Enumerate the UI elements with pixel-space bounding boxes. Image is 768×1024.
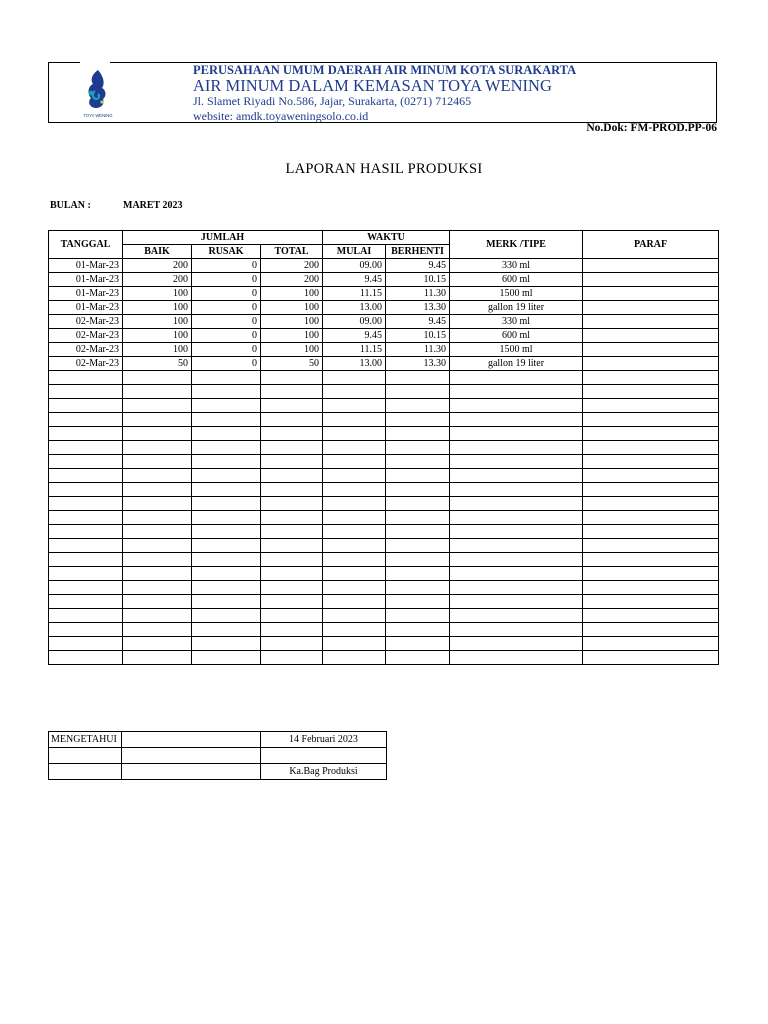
company-website: website: amdk.toyaweningsolo.co.id [193, 109, 369, 123]
cell-merk-tipe [450, 651, 583, 665]
cell-total: 100 [261, 329, 323, 343]
cell-merk-tipe [450, 469, 583, 483]
cell-mulai [323, 609, 386, 623]
cell-mulai [323, 553, 386, 567]
cell-paraf [583, 595, 719, 609]
toya-wening-logo [78, 66, 118, 120]
header-jumlah: JUMLAH [123, 231, 323, 245]
cell-mulai [323, 651, 386, 665]
cell-baik [123, 581, 192, 595]
cell-total [261, 637, 323, 651]
cell-berhenti [386, 623, 450, 637]
header-mulai: MULAI [323, 245, 386, 259]
cell-mulai [323, 399, 386, 413]
cell-rusak [192, 511, 261, 525]
cell-baik [123, 469, 192, 483]
cell-mulai [323, 595, 386, 609]
cell-berhenti [386, 455, 450, 469]
cell-paraf [583, 651, 719, 665]
cell-paraf [583, 609, 719, 623]
cell-total: 50 [261, 357, 323, 371]
cell-tanggal: 01-Mar-23 [49, 301, 123, 315]
header-waktu: WAKTU [323, 231, 450, 245]
letterhead-notch [80, 61, 110, 64]
cell-paraf [583, 637, 719, 651]
cell-merk-tipe: 330 ml [450, 259, 583, 273]
cell-merk-tipe [450, 413, 583, 427]
cell-mulai [323, 525, 386, 539]
cell-baik [123, 595, 192, 609]
cell-rusak [192, 483, 261, 497]
cell-rusak: 0 [192, 315, 261, 329]
cell-rusak [192, 609, 261, 623]
approval-empty-cell [122, 732, 261, 748]
cell-baik: 200 [123, 273, 192, 287]
cell-total [261, 469, 323, 483]
cell-merk-tipe [450, 623, 583, 637]
table-row [49, 399, 719, 413]
cell-rusak [192, 651, 261, 665]
header-total: TOTAL [261, 245, 323, 259]
cell-rusak: 0 [192, 273, 261, 287]
cell-tanggal: 01-Mar-23 [49, 273, 123, 287]
cell-mulai [323, 413, 386, 427]
cell-paraf [583, 385, 719, 399]
cell-total [261, 581, 323, 595]
cell-baik: 200 [123, 259, 192, 273]
cell-total [261, 567, 323, 581]
table-row [49, 595, 719, 609]
cell-mulai [323, 623, 386, 637]
table-row [49, 301, 719, 315]
cell-baik [123, 413, 192, 427]
cell-merk-tipe [450, 567, 583, 581]
approval-footer-left [49, 764, 122, 780]
cell-merk-tipe [450, 525, 583, 539]
cell-tanggal [49, 483, 123, 497]
company-address: Jl. Slamet Riyadi No.586, Jajar, Surakarta, (0271) 712465 [193, 94, 472, 108]
cell-rusak [192, 455, 261, 469]
cell-total [261, 427, 323, 441]
cell-berhenti: 13.30 [386, 357, 450, 371]
cell-rusak: 0 [192, 357, 261, 371]
cell-mulai [323, 441, 386, 455]
cell-total [261, 623, 323, 637]
cell-mulai: 11.15 [323, 287, 386, 301]
cell-total: 200 [261, 273, 323, 287]
cell-tanggal: 02-Mar-23 [49, 329, 123, 343]
cell-paraf [583, 567, 719, 581]
table-row [49, 287, 719, 301]
cell-tanggal [49, 567, 123, 581]
cell-tanggal: 02-Mar-23 [49, 357, 123, 371]
cell-rusak [192, 385, 261, 399]
header-merk-tipe: MERK /TIPE [450, 231, 583, 259]
cell-merk-tipe: 1500 ml [450, 287, 583, 301]
cell-berhenti [386, 371, 450, 385]
approval-role: Ka.Bag Produksi [261, 764, 387, 780]
cell-berhenti [386, 637, 450, 651]
cell-berhenti [386, 441, 450, 455]
handwritten-signature [261, 748, 387, 764]
header-paraf: PARAF [583, 231, 719, 259]
cell-rusak [192, 623, 261, 637]
cell-berhenti [386, 609, 450, 623]
cell-paraf [583, 329, 719, 343]
cell-merk-tipe [450, 371, 583, 385]
cell-total [261, 413, 323, 427]
cell-berhenti [386, 581, 450, 595]
cell-total [261, 553, 323, 567]
table-row [49, 455, 719, 469]
cell-tanggal [49, 651, 123, 665]
cell-paraf [583, 469, 719, 483]
cell-berhenti [386, 651, 450, 665]
cell-total [261, 371, 323, 385]
cell-baik: 100 [123, 343, 192, 357]
cell-paraf [583, 273, 719, 287]
cell-tanggal [49, 399, 123, 413]
cell-rusak [192, 441, 261, 455]
cell-rusak [192, 595, 261, 609]
cell-paraf [583, 413, 719, 427]
cell-rusak [192, 553, 261, 567]
table-row [49, 385, 719, 399]
table-row [49, 273, 719, 287]
cell-total [261, 399, 323, 413]
cell-mulai: 13.00 [323, 301, 386, 315]
table-row [49, 539, 719, 553]
cell-berhenti [386, 427, 450, 441]
cell-rusak [192, 371, 261, 385]
table-row [49, 581, 719, 595]
cell-tanggal [49, 413, 123, 427]
cell-rusak: 0 [192, 301, 261, 315]
cell-tanggal [49, 441, 123, 455]
cell-paraf [583, 301, 719, 315]
cell-tanggal [49, 385, 123, 399]
cell-merk-tipe [450, 441, 583, 455]
table-row [49, 651, 719, 665]
cell-mulai [323, 511, 386, 525]
cell-rusak [192, 581, 261, 595]
table-row [49, 623, 719, 637]
cell-total [261, 455, 323, 469]
cell-rusak [192, 539, 261, 553]
cell-merk-tipe [450, 511, 583, 525]
cell-merk-tipe: 330 ml [450, 315, 583, 329]
cell-paraf [583, 525, 719, 539]
cell-paraf [583, 483, 719, 497]
cell-berhenti [386, 399, 450, 413]
cell-mulai: 11.15 [323, 343, 386, 357]
cell-rusak: 0 [192, 259, 261, 273]
cell-merk-tipe [450, 497, 583, 511]
cell-baik: 100 [123, 315, 192, 329]
logo-caption: TOYA WENING [83, 113, 113, 118]
cell-total [261, 483, 323, 497]
cell-total: 100 [261, 315, 323, 329]
header-tanggal: TANGGAL [49, 231, 123, 259]
cell-berhenti [386, 511, 450, 525]
cell-merk-tipe: 1500 ml [450, 343, 583, 357]
table-row [49, 329, 719, 343]
cell-baik: 100 [123, 329, 192, 343]
document-number: No.Dok: FM-PROD.PP-06 [586, 122, 717, 134]
month-label: BULAN : [50, 200, 91, 211]
header-rusak: RUSAK [192, 245, 261, 259]
cell-berhenti: 13.30 [386, 301, 450, 315]
cell-baik [123, 371, 192, 385]
cell-baik [123, 609, 192, 623]
cell-berhenti: 10.15 [386, 329, 450, 343]
cell-baik [123, 455, 192, 469]
cell-tanggal [49, 427, 123, 441]
cell-tanggal [49, 371, 123, 385]
cell-berhenti [386, 595, 450, 609]
cell-merk-tipe [450, 553, 583, 567]
cell-tanggal [49, 623, 123, 637]
cell-baik: 100 [123, 287, 192, 301]
cell-berhenti: 9.45 [386, 315, 450, 329]
table-row [49, 525, 719, 539]
cell-paraf [583, 455, 719, 469]
cell-mulai: 13.00 [323, 357, 386, 371]
cell-baik [123, 623, 192, 637]
table-row [49, 637, 719, 651]
production-table-body [49, 259, 719, 665]
cell-baik: 50 [123, 357, 192, 371]
cell-merk-tipe [450, 539, 583, 553]
report-title: LAPORAN HASIL PRODUKSI [285, 161, 483, 177]
approval-blank-left [49, 748, 122, 764]
cell-berhenti: 9.45 [386, 259, 450, 273]
cell-berhenti [386, 525, 450, 539]
cell-tanggal: 02-Mar-23 [49, 343, 123, 357]
cell-mulai [323, 385, 386, 399]
cell-merk-tipe [450, 609, 583, 623]
cell-rusak: 0 [192, 343, 261, 357]
cell-mulai [323, 497, 386, 511]
cell-mulai [323, 567, 386, 581]
cell-tanggal: 01-Mar-23 [49, 287, 123, 301]
cell-mulai: 09.00 [323, 259, 386, 273]
table-row [49, 441, 719, 455]
company-name: AIR MINUM DALAM KEMASAN TOYA WENING [193, 76, 552, 95]
cell-total [261, 511, 323, 525]
cell-berhenti [386, 553, 450, 567]
approval-blank-middle [122, 748, 261, 764]
table-row [49, 357, 719, 371]
cell-rusak: 0 [192, 287, 261, 301]
cell-baik [123, 511, 192, 525]
cell-tanggal [49, 497, 123, 511]
cell-mulai [323, 427, 386, 441]
cell-paraf [583, 553, 719, 567]
cell-tanggal [49, 511, 123, 525]
cell-paraf [583, 511, 719, 525]
cell-merk-tipe [450, 595, 583, 609]
cell-total [261, 525, 323, 539]
cell-total: 100 [261, 287, 323, 301]
cell-rusak [192, 525, 261, 539]
cell-baik [123, 483, 192, 497]
table-row [49, 483, 719, 497]
cell-paraf [583, 287, 719, 301]
cell-tanggal [49, 553, 123, 567]
cell-mulai [323, 581, 386, 595]
cell-baik [123, 651, 192, 665]
cell-tanggal [49, 595, 123, 609]
cell-tanggal [49, 455, 123, 469]
cell-merk-tipe [450, 483, 583, 497]
cell-total: 200 [261, 259, 323, 273]
table-row [49, 567, 719, 581]
cell-berhenti: 11.30 [386, 343, 450, 357]
table-row [49, 469, 719, 483]
table-row [49, 371, 719, 385]
cell-paraf [583, 539, 719, 553]
cell-baik [123, 399, 192, 413]
cell-baik [123, 637, 192, 651]
cell-paraf [583, 623, 719, 637]
cell-berhenti [386, 567, 450, 581]
cell-tanggal [49, 581, 123, 595]
cell-merk-tipe: 600 ml [450, 273, 583, 287]
cell-total [261, 595, 323, 609]
cell-merk-tipe [450, 385, 583, 399]
cell-paraf [583, 581, 719, 595]
cell-total: 100 [261, 343, 323, 357]
cell-total [261, 385, 323, 399]
cell-merk-tipe [450, 637, 583, 651]
cell-tanggal: 02-Mar-23 [49, 315, 123, 329]
cell-berhenti: 10.15 [386, 273, 450, 287]
mengetahui-label: MENGETAHUI [49, 732, 122, 748]
cell-mulai: 9.45 [323, 273, 386, 287]
cell-merk-tipe [450, 581, 583, 595]
cell-rusak: 0 [192, 329, 261, 343]
approval-table [48, 731, 387, 780]
cell-rusak [192, 427, 261, 441]
table-row [49, 343, 719, 357]
table-row [49, 553, 719, 567]
table-row [49, 427, 719, 441]
cell-total [261, 539, 323, 553]
table-row [49, 609, 719, 623]
production-table [48, 230, 719, 665]
cell-mulai [323, 483, 386, 497]
table-row [49, 497, 719, 511]
cell-tanggal [49, 539, 123, 553]
cell-rusak [192, 469, 261, 483]
table-row [49, 511, 719, 525]
cell-baik [123, 567, 192, 581]
cell-baik [123, 539, 192, 553]
cell-merk-tipe [450, 399, 583, 413]
signature-cell [261, 748, 387, 764]
cell-rusak [192, 637, 261, 651]
approval-footer-middle [122, 764, 261, 780]
cell-tanggal: 01-Mar-23 [49, 259, 123, 273]
cell-total [261, 441, 323, 455]
header-berhenti: BERHENTI [386, 245, 450, 259]
cell-tanggal [49, 637, 123, 651]
table-row [49, 413, 719, 427]
organization-line: PERUSAHAAN UMUM DAERAH AIR MINUM KOTA SURAKARTA [193, 63, 577, 77]
cell-tanggal [49, 525, 123, 539]
cell-total [261, 651, 323, 665]
cell-mulai [323, 637, 386, 651]
cell-paraf [583, 343, 719, 357]
cell-mulai [323, 371, 386, 385]
cell-baik [123, 553, 192, 567]
cell-mulai [323, 469, 386, 483]
cell-mulai [323, 455, 386, 469]
cell-baik [123, 441, 192, 455]
cell-rusak [192, 497, 261, 511]
cell-baik: 100 [123, 301, 192, 315]
cell-merk-tipe [450, 455, 583, 469]
cell-total [261, 497, 323, 511]
cell-berhenti [386, 385, 450, 399]
header-baik: BAIK [123, 245, 192, 259]
cell-paraf [583, 357, 719, 371]
cell-mulai: 09.00 [323, 315, 386, 329]
approval-date: 14 Februari 2023 [261, 732, 387, 748]
cell-total: 100 [261, 301, 323, 315]
month-value: MARET 2023 [123, 200, 183, 211]
cell-baik [123, 385, 192, 399]
cell-paraf [583, 497, 719, 511]
cell-mulai [323, 539, 386, 553]
table-row [49, 259, 719, 273]
cell-merk-tipe: 600 ml [450, 329, 583, 343]
cell-merk-tipe: gallon 19 liter [450, 357, 583, 371]
cell-tanggal [49, 609, 123, 623]
cell-paraf [583, 371, 719, 385]
cell-berhenti [386, 413, 450, 427]
cell-tanggal [49, 469, 123, 483]
cell-total [261, 609, 323, 623]
table-row [49, 315, 719, 329]
cell-merk-tipe [450, 427, 583, 441]
cell-baik [123, 497, 192, 511]
cell-berhenti [386, 469, 450, 483]
cell-paraf [583, 399, 719, 413]
cell-paraf [583, 427, 719, 441]
cell-baik [123, 427, 192, 441]
cell-berhenti: 11.30 [386, 287, 450, 301]
cell-baik [123, 525, 192, 539]
cell-paraf [583, 441, 719, 455]
cell-berhenti [386, 539, 450, 553]
cell-rusak [192, 413, 261, 427]
cell-rusak [192, 567, 261, 581]
cell-rusak [192, 399, 261, 413]
cell-paraf [583, 259, 719, 273]
cell-paraf [583, 315, 719, 329]
cell-merk-tipe: gallon 19 liter [450, 301, 583, 315]
cell-mulai: 9.45 [323, 329, 386, 343]
cell-berhenti [386, 497, 450, 511]
cell-berhenti [386, 483, 450, 497]
